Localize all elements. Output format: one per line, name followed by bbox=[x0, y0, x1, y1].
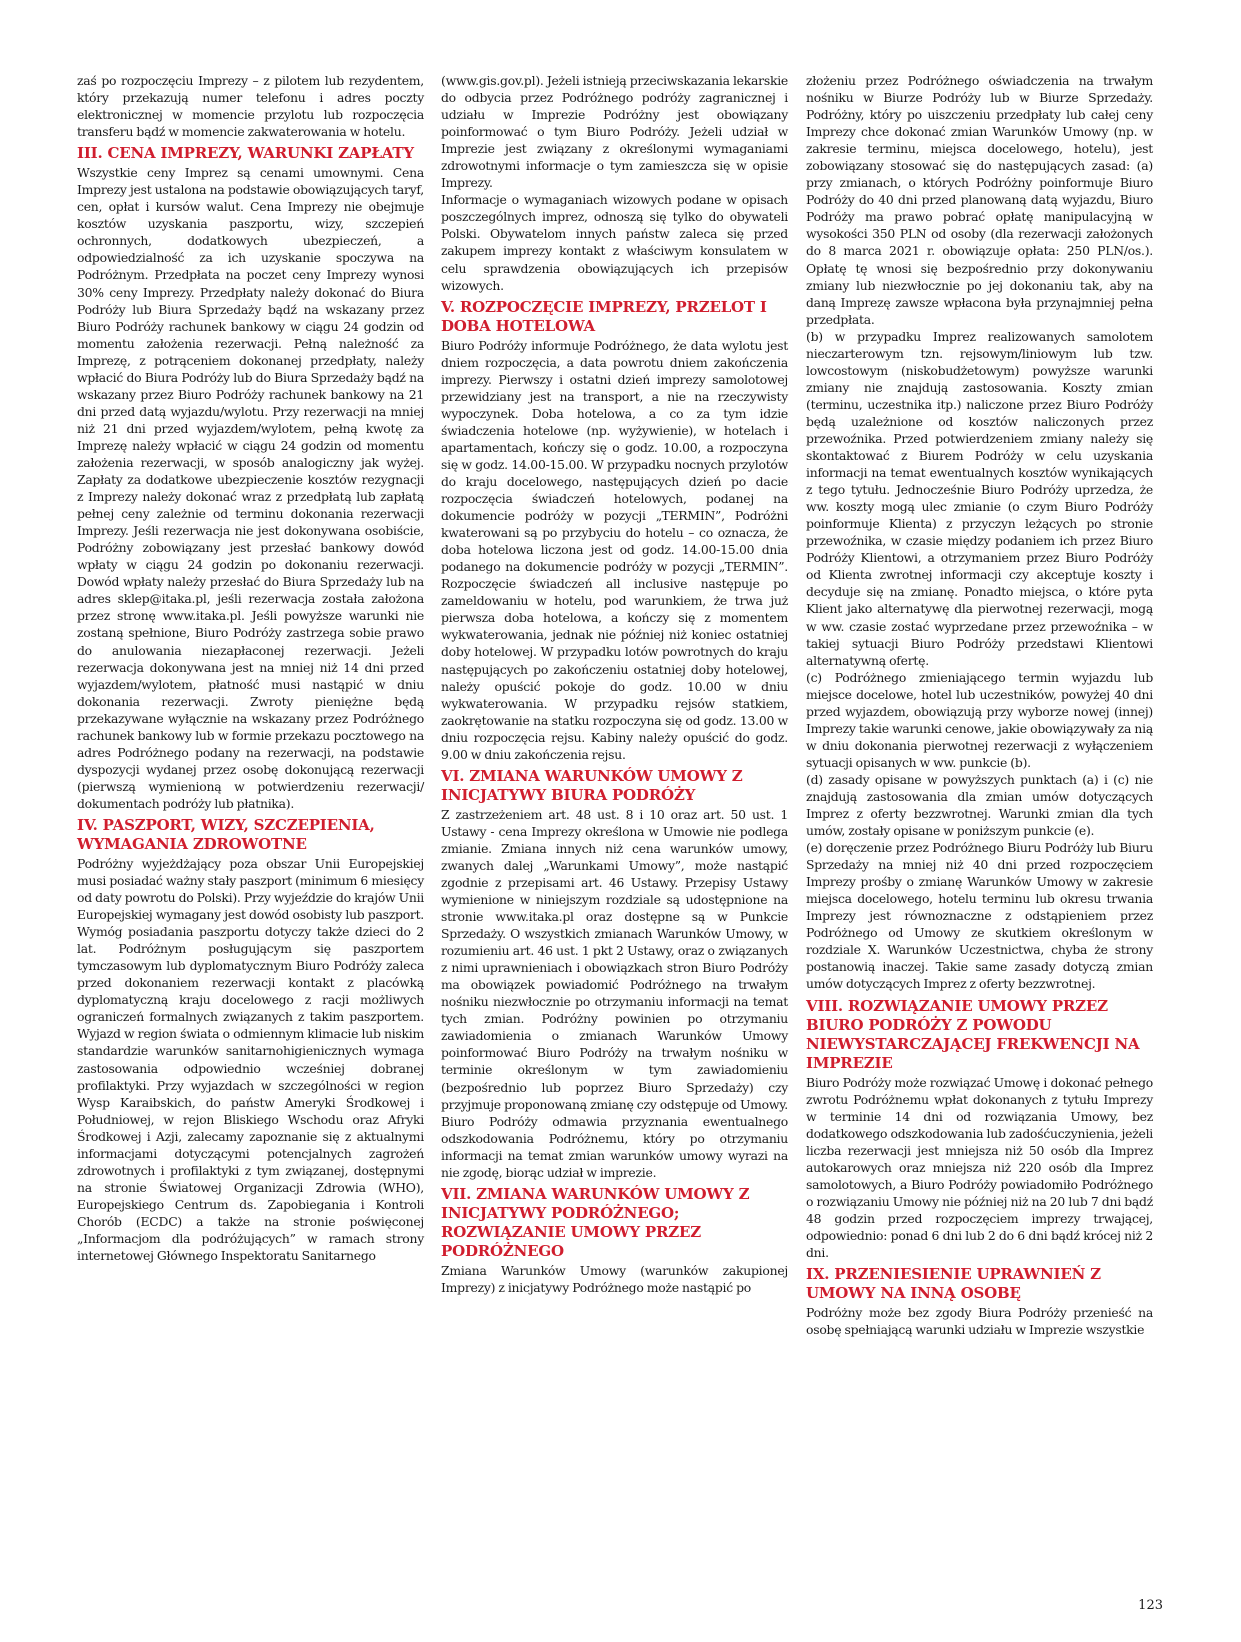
paragraph: (e) doręczenie przez Podróżnego Biuru Podróży lub Biuru Sprzedaży na mniej niż 40 dni przed rozpoczęciem Imprezy prośby o zmianę Warunków Umowy w zakresie miejsca docelowego, hotelu terminu lub okresu trwania Imprezy jest równoznaczne z odstąpieniem przez Podróżnego od Umowy ze skutkiem określonym w rozdziale X. Warunków Uczestnictwa, chyba że strony postanowią inaczej. Takie same zasady dotyczą zmian umów dotyczących Imprez z oferty bezzwrotnej. bbox=[806, 840, 1153, 992]
paragraph: Z zastrzeżeniem art. 48 ust. 8 i 10 oraz art. 50 ust. 1 Ustawy - cena Imprezy określona w Umowie nie podlega zmianie. Zmiana innych niż cena warunków umowy, zwanych dalej „Warunkami Umowy”, może nastąpić zgodnie z przepisami art. 46 Ustawy. Przepisy Ustawy wymienione w niniejszym rozdziale są udostępnione na stronie www.itaka.pl oraz dostępne są w Punkcie Sprzedaży. O wszystkich zmianach Warunków Umowy, w rozumieniu art. 46 ust. 1 pkt 2 Ustawy, oraz o związanych z nimi uprawnieniach i obowiązkach stron Biuro Podróży ma obowiązek powiadomić Podróżnego na trwałym nośniku niezwłocznie po otrzymaniu informacji na temat tych zmian. Podróżny powinien po otrzymaniu zawiadomienia o zmianach Warunków Umowy poinformować Biuro Podróży na trwałym nośniku w terminie określonym w tym zawiadomieniu (bezpośrednio lub poprzez Biuro Sprzedaży) czy przyjmuje proponowaną zmianę czy odstępuje od Umowy. Biuro Podróży odmawia przyznania ewentualnego odszkodowania Podróżnemu, który po otrzymaniu informacji na temat zmian warunków umowy wyrazi na nie zgodę, biorąc udział w imprezie. bbox=[441, 806, 788, 1180]
paragraph: Informacje o wymaganiach wizowych podane w opisach poszczególnych imprez, odnoszą się tylko do obywateli Polski. Obywatelom innych państw zaleca się przed zakupem imprezy kontakt z właściwym konsulatem w celu sprawdzenia obowiązujących ich przepisów wizowych. bbox=[441, 192, 788, 293]
paragraph: Zmiana Warunków Umowy (warunków zakupionej Imprezy) z inicjatywy Podróżnego może nastąpić po bbox=[441, 1262, 788, 1295]
section-heading-vii: VII. ZMIANA WARUNKÓW UMOWY Z INICJATYWY PODRÓŻNEGO; ROZWIĄZANIE UMOWY PRZEZ PODRÓŻNEGO bbox=[441, 1184, 750, 1260]
section-heading-iv: IV. PASZPORT, WIZY, SZCZEPIENIA, WYMAGANIA ZDROWOTNE bbox=[77, 815, 375, 853]
section-heading-ix: IX. PRZENIESIENIE UPRAWNIEŃ Z UMOWY NA INNĄ OSOBĘ bbox=[806, 1265, 1101, 1303]
text-column-2 bbox=[441, 72, 788, 1296]
paragraph: (b) w przypadku Imprez realizowanych samolotem nieczarterowym tzn. rejsowym/liniowym lub tzw. lowcostowym (niskobudżetowym) powyższe warunki zmiany nie znajdują zastosowania. Koszty zmian (terminu, uczestnika itp.) naliczone przez Biuro Podróży będą uzależnione od kosztów naliczonych przez przewoźnika. Przed potwierdzeniem zmiany należy się skontaktować z Biurem Podróży w celu uzyskania informacji na temat ewentualnych kosztów wynikających z tego tytułu. Jednocześnie Biuro Podróży uprzedza, że ww. koszty mogą ulec zmianie (o czym Biuro Podróży poinformuje Klienta) z przyczyn leżących po stronie przewoźnika, w czasie między podaniem ich przez Biuro Podróży Klientowi, a otrzymaniem przez Biuro Podróży od Klienta zwrotnej informacji czy akceptuje koszty i decyduje się na zmianę. Ponadto miejsca, o które pyta Klient jako alternatywę dla pierwotnej rezerwacji, mogą w ww. czasie zostać wyprzedane przez przewoźnika – w takiej sytuacji Biuro Podróży przedstawi Klientowi alternatywną ofertę. bbox=[806, 328, 1153, 668]
paragraph: Wszystkie ceny Imprez są cenami umownymi. Cena Imprezy jest ustalona na podstawie obowiązujących taryf, cen, opłat i kursów walut. Cena Imprezy nie obejmuje kosztów uzyskania paszportu, wizy, szczepień ochronnych, dodatkowych ubezpieczeń, a odpowiedzialność za ich uzyskanie spoczywa na Podróżnym. Przedpłata na poczet ceny Imprezy wynosi 30% ceny Imprezy. Przedpłaty należy dokonać do Biura Podróży lub Biura Sprzedaży bądź na wskazany przez Biuro Podróży rachunek bankowy w ciągu 24 godzin od momentu założenia rezerwacji. Pełną należność za Imprezę, z potrąceniem dokonanej przedpłaty, należy wpłacić do Biura Podróży lub do Biura Sprzedaży bądź na wskazany przez Biuro Podróży rachunek bankowy na 21 dni przed datą wyjazdu/wylotu. Przy rezerwacji na mniej niż 21 dni przed wyjazdem/wylotem, pełną kwotę za Imprezę należy wpłacić w ciągu 24 godzin od momentu założenia rezerwacji, w sposób analogiczny jak wyżej. Zapłaty za dodatkowe ubezpieczenie kosztów rezygnacji z Imprezy należy dokonać wraz z przedpłatą lub zapłatą pełnej ceny zależnie od terminu dokonania rezerwacji Imprezy. Jeśli rezerwacja nie jest dokonywana osobiście, Podróżny zobowiązany jest przesłać bankowy dowód wpłaty w ciągu 24 godzin po dokonaniu rezerwacji. Dowód wpłaty należy przesłać do Biura Sprzedaży lub na adres sklep@itaka.pl, jeśli rezerwacja została założona przez stronę www.itaka.pl. Jeśli powyższe warunki nie zostaną spełnione, Biuro Podróży zastrzega sobie prawo do anulowania niezapłaconej rezerwacji. Jeżeli rezerwacja dokonywana jest na mniej niż 14 dni przed wyjazdem/wylotem, płatność musi nastąpić w dniu dokonania rezerwacji. Zwroty pieniężne będą przekazywane wyłącznie na wskazany przez Podróżnego rachunek bankowy lub w formie przekazu pocztowego na adres Podróżnego podany na rezerwacji, na podstawie dyspozycji wydanej przez osobę dokonującą rezerwacji (pierwszą wymienioną w potwierdzeniu rezerwacji/ dokumentach podróży lub płatnika). bbox=[77, 165, 424, 811]
paragraph: złożeniu przez Podróżnego oświadczenia na trwałym nośniku w Biurze Podróży lub w Biurze Sprzedaży. Podróżny, który po uiszczeniu przedpłaty lub całej ceny Imprezy chce dokonać zmian Warunków Umowy (np. w zakresie terminu, miejsca docelowego, hotelu), jest zobowiązany stosować się do następujących zasad: (a) przy zmianach, o których Podróżny poinformuje Biuro Podróży do 40 dni przed planowaną datą wyjazdu, Biuro Podróży ma prawo pobrać opłatę manipulacyjną w wysokości 350 PLN od osoby (dla rezerwacji założonych do 8 marca 2021 r. obowiązuje opłata: 250 PLN/os.). Opłatę tę wnosi się bezpośrednio przy dokonywaniu zmiany lub niezwłocznie po jej dokonaniu tak, aby na daną Imprezę zawsze wpłacona była przynajmniej pełna przedpłata. bbox=[806, 73, 1153, 327]
page-number: 123 bbox=[1138, 1598, 1163, 1613]
paragraph: (d) zasady opisane w powyższych punktach (a) i (c) nie znajdują zastosowania dla zmian umów dotyczących Imprez z oferty bezzwrotnej. Warunki zmian dla tych umów, zostały opisane w poniższym punkcie (e). bbox=[806, 771, 1153, 839]
section-heading-vi: VI. ZMIANA WARUNKÓW UMOWY Z INICJATYWY BIURA PODRÓŻY bbox=[441, 766, 743, 804]
paragraph: Biuro Podróży informuje Podróżnego, że data wylotu jest dniem rozpoczęcia, a data powrotu dniem zakończenia imprezy. Pierwszy i ostatni dzień imprezy samolotowej przewidziany jest na transport, a nie na rzeczywisty wypoczynek. Doba hotelowa, a co za tym idzie świadczenia hotelowe (np. wyżywienie), w hotelach i apartamentach, kończy się o godz. 10.00, a rozpoczyna się w godz. 14.00-15.00. W przypadku nocnych przylotów do kraju docelowego, następujących dzień po dacie rozpoczęcia świadczeń hotelowych, podanej na dokumencie podróży w pozycji „TERMIN”, Podróżni kwaterowani są po przybyciu do hotelu – co oznacza, że doba hotelowa liczona jest od godz. 14.00-15.00 dnia podanego na dokumencie podróży w pozycji „TERMIN”. Rozpoczęcie świadczeń all inclusive następuje po zameldowaniu w hotelu, pod warunkiem, że trwa już pierwsza doba hotelowa, a kończy się z momentem wykwaterowania, jednak nie później niż koniec ostatniej doby hotelowej. W przypadku lotów powrotnych do kraju następujących po zakończeniu ostatniej doby hotelowej, należy opuścić pokoje do godz. 10.00 w dniu wykwaterowania. W przypadku rejsów statkiem, zaokrętowanie na statku rozpoczyna się od godz. 13.00 w dniu rozpoczęcia rejsu. Kabiny należy opuścić do godz. 9.00 w dniu zakończenia rejsu. bbox=[441, 337, 788, 762]
text-column-1 bbox=[77, 72, 424, 1264]
paragraph: Biuro Podróży może rozwiązać Umowę i dokonać pełnego zwrotu Podróżnemu wpłat dokonanych z tytułu Imprezy w terminie 14 dni od rozwiązania Umowy, bez dodatkowego odszkodowania lub zadośćuczynienia, jeżeli liczba rezerwacji jest mniejsza niż 50 osób dla Imprez autokarowych oraz mniejsza niż 220 osób dla Imprez samolotowych, a Biuro Podróży powiadomiło Podróżnego o rozwiązaniu Umowy nie później niż na 20 lub 7 dni bądź 48 godzin przed rozpoczęciem imprezy trwającej, odpowiednio: ponad 6 dni lub 2 do 6 dni bądź krócej niż 2 dni. bbox=[806, 1074, 1153, 1260]
text-column-3 bbox=[806, 72, 1153, 1338]
paragraph: (www.gis.gov.pl). Jeżeli istnieją przeciwskazania lekarskie do odbycia przez Podróżnego podróży zagranicznej i udziału w Imprezie Podróżny jest obowiązany poinformować o tym Biuro Podróży. Jeżeli udział w Imprezie jest związany z określonymi wymaganiami zdrowotnymi informacje o tym zamieszcza się w opisie Imprezy. bbox=[441, 73, 788, 191]
section-heading-v: V. ROZPOCZĘCIE IMPREZY, PRZELOT I DOBA HOTELOWA bbox=[441, 297, 767, 335]
paragraph: Podróżny wyjeżdżający poza obszar Unii Europejskiej musi posiadać ważny stały paszport (minimum 6 miesięcy od daty powrotu do Polski). Przy wyjeździe do krajów Unii Europejskiej wymagany jest dowód osobisty lub paszport. Wymóg posiadania paszportu dotyczy także dzieci do 2 lat. Podróżnym posługującym się paszportem tymczasowym lub dyplomatycznym Biuro Podróży zaleca przed dokonaniem rezerwacji kontakt z placówką dyplomatyczną kraju docelowego z racji możliwych ograniczeń formalnych związanych z takim paszportem. Wyjazd w region świata o odmiennym klimacie lub niskim standardzie warunków sanitarnohigienicznych wymaga zastosowania odpowiednio wcześniej dobranej profilaktyki. Przy wyjazdach w szczególności w region Wysp Karaibskich, do państw Ameryki Środkowej i Południowej, w rejon Bliskiego Wschodu oraz Afryki Środkowej i Azji, zalecamy zapoznanie się z aktualnymi informacjami dotyczącymi potencjalnych zagrożeń zdrowotnych i profilaktyki z tym związanej, dostępnymi na stronie Światowej Organizacji Zdrowia (WHO), Europejskiego Centrum ds. Zapobiegania i Kontroli Chorób (ECDC) a także na stronie poświęconej „Informacjom dla podróżujących” w ramach strony internetowej Głównego Inspektoratu Sanitarnego bbox=[77, 855, 424, 1264]
paragraph: zaś po rozpoczęciu Imprezy – z pilotem lub rezydentem, który przekazują numer telefonu i adres poczty elektronicznej w momencie przylotu lub rozpoczęcia transferu bądź w momencie zakwaterowania w hotelu. bbox=[77, 73, 424, 140]
section-heading-iii: III. CENA IMPREZY, WARUNKI ZAPŁATY bbox=[77, 144, 414, 163]
section-heading-viii: VIII. ROZWIĄZANIE UMOWY PRZEZ BIURO PODRÓŻY Z POWODU NIEWYSTARCZAJĄCEJ FREKWENCJI NA IMPREZIE bbox=[806, 996, 1140, 1072]
paragraph: Podróżny może bez zgody Biura Podróży przenieść na osobę spełniającą warunki udziału w Imprezie wszystkie bbox=[806, 1305, 1153, 1338]
paragraph: (c) Podróżnego zmieniającego termin wyjazdu lub miejsce docelowe, hotel lub uczestników, powyżej 40 dni przed wyjazdem, obowiązują przy wyborze nowej (innej) Imprezy takie warunki cenowe, jakie obowiązywały za nią w dniu dokonania pierwotnej rezerwacji z wyłączeniem sytuacji opisanych w ww. punkcie (b). bbox=[806, 669, 1153, 770]
